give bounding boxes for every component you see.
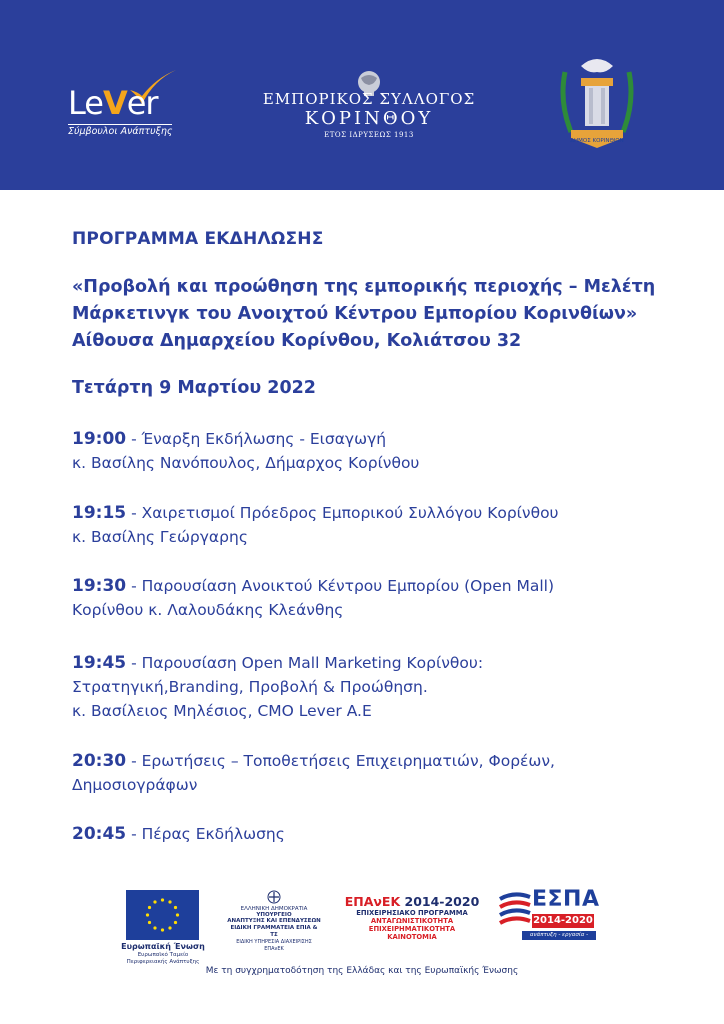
subtitle-line-1: «Προβολή και προώθηση της εμπορικής περιοχής – Μελέτη (72, 277, 656, 297)
eu-title: Ευρωπαϊκή Ένωση (121, 942, 205, 951)
subtitle-line-3: Αίθουσα Δημαρχείου Κορίνθου, Κολιάτσου 32 (72, 331, 522, 351)
svg-text:ΔΗΜΟΣ ΚΟΡΙΝΘΙΩΝ: ΔΗΜΟΣ ΚΟΡΙΝΘΙΩΝ (570, 138, 624, 144)
schedule-item-1930: 19:30 - Παρουσίαση Ανοικτού Κέντρου Εμπορίου (Open Mall) Κορίνθου κ. Λαλουδάκης Κλεάνθης (72, 576, 555, 619)
syllogos-logo: ΕΜΠΟΡΙΚΟΣ ΣΥΛΛΟΓΟΣ ΚΟΡΙΝΘΟΥ ΕΤΟΣ ΙΔΡΥΣΕΩΣ 1913 (238, 70, 500, 145)
lever-wordmark: LeVer (68, 84, 158, 122)
epanek-logo: ΕΠΑνΕΚ 2014-2020 ΕΠΙΧΕΙΡΗΣΙΑΚΟ ΠΡΟΓΡΑΜΜΑ ΑΝΤΑΓΩΝΙΣΤΙΚΟΤΗΤΑ ΕΠΙΧΕΙΡΗΜΑΤΙΚΟΤΗΤΑ ΚΑΙΝΟΤΟΜΙΑ (344, 894, 480, 941)
ministry-logo: ΕΛΛΗΝΙΚΗ ΔΗΜΟΚΡΑΤΙΑ ΥΠΟΥΡΓΕΙΟ ΑΝΑΠΤΥΞΗΣ ΚΑΙ ΕΠΕΝΔΥΣΕΩΝ ΕΙΔΙΚΗ ΓΡΑΜΜΑΤΕΙΑ ΕΠΙΑ & ΤΣ ΕΙΔΙΚΗ ΥΠΗΡΕΣΙΑ ΔΙΑΧΕΙΡΙΣΗΣ ΕΠΑνΕΚ (226, 890, 322, 953)
dimos-korinthion-emblem-icon (557, 52, 637, 158)
schedule-item-2030: 20:30 - Ερωτήσεις – Τοποθετήσεις Επιχειρηματιών, Φορέων, Δημοσιογράφων (72, 751, 555, 794)
program-title: ΠΡΟΓΡΑΜΜΑ ΕΚΔΗΛΩΣΗΣ (72, 229, 324, 249)
cofunding-note: Με τη συγχρηματοδότηση της Ελλάδας και της Ευρωπαϊκής Ένωσης (205, 966, 519, 976)
schedule-item-2045: 20:45 - Πέρας Εκδήλωσης (72, 824, 285, 844)
espa-waves-icon (498, 891, 532, 931)
schedule-item-1945: 19:45 - Παρουσίαση Open Mall Marketing Κορίνθου: Στρατηγική,Branding, Προβολή & Προώθηση. κ. Βασίλειος Μηλέσιος, CMO Lever A.E (72, 653, 484, 720)
lever-subtitle: Σύμβουλοι Ανάπτυξης (68, 126, 173, 137)
lever-logo (66, 68, 188, 138)
eu-flag-icon (126, 890, 199, 940)
schedule-item-1915: 19:15 - Χαιρετισμοί Πρόεδρος Εμπορικού Συλλόγου Κορίνθου κ. Βασίλης Γεώργαρης (72, 503, 559, 546)
subtitle-line-2: Μάρκετινγκ του Ανοιχτού Κέντρου Εμπορίου Κορινθίων» (72, 304, 638, 324)
espa-logo: ΕΣΠΑ 2014-2020 ανάπτυξη - εργασία - αλληλεγγύη (498, 889, 598, 949)
schedule-item-1900: 19:00 - Έναρξη Εκδήλωσης - Εισαγωγή κ. Βασίλης Νανόπουλος, Δήμαρχος Κορίνθου (72, 429, 420, 472)
event-date: Τετάρτη 9 Μαρτίου 2022 (72, 378, 316, 398)
greek-crest-icon (267, 890, 281, 904)
eu-subtitle: Ευρωπαϊκό Ταμείο Περιφερειακής Ανάπτυξης (126, 952, 200, 965)
header-banner (0, 0, 724, 190)
